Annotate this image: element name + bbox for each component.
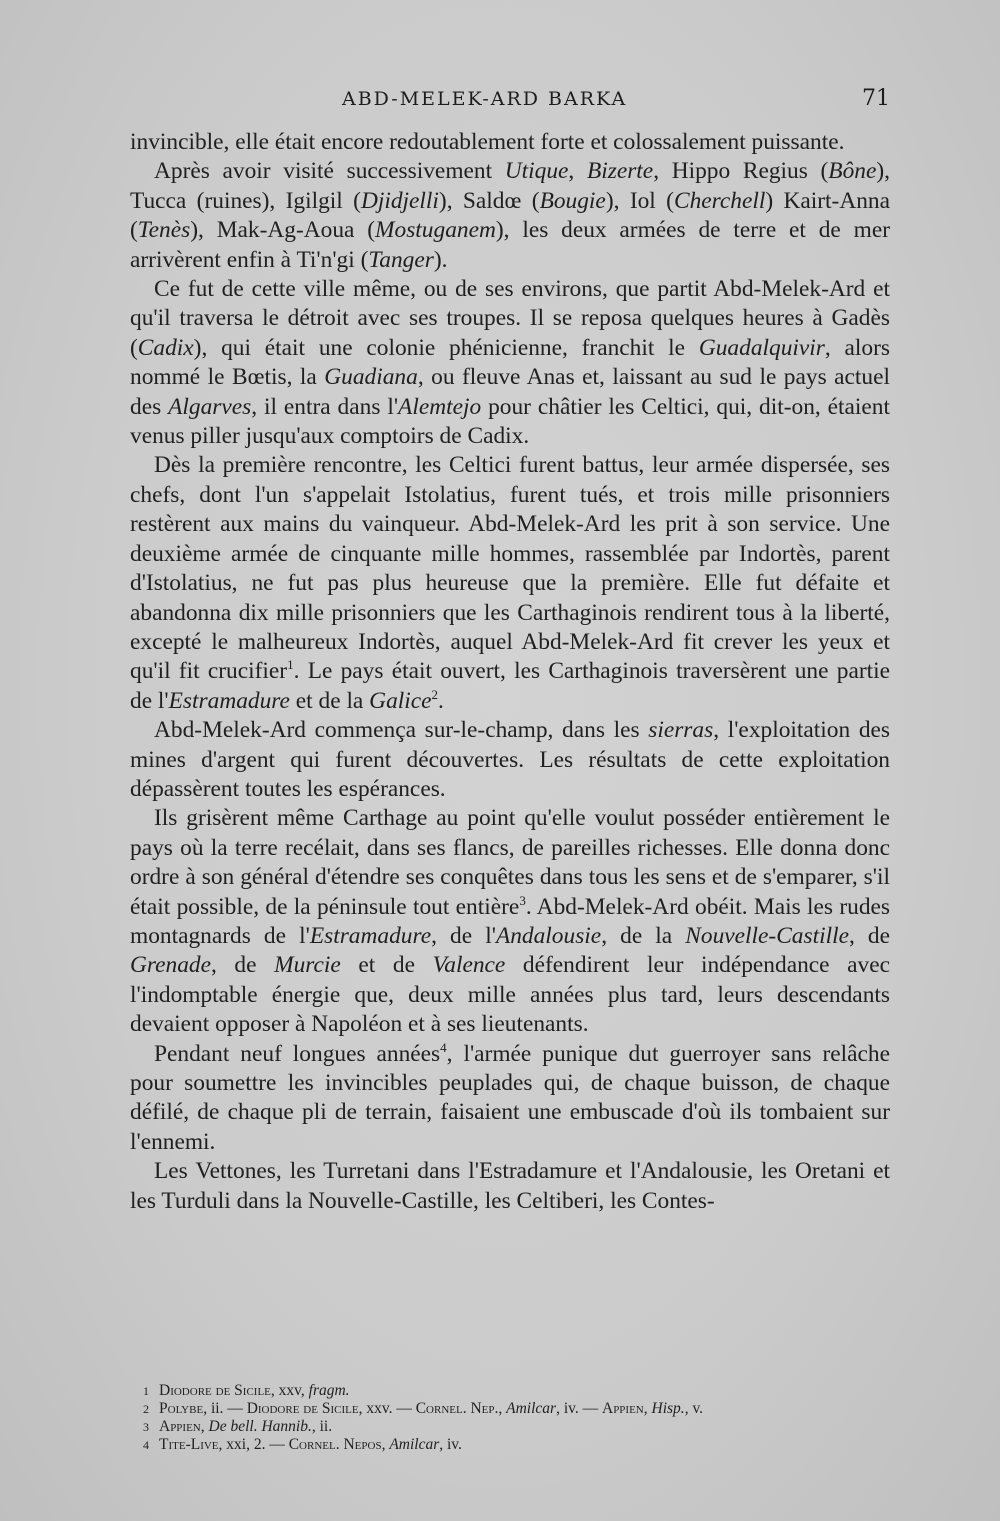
text-run: , ii.	[311, 1418, 333, 1435]
italic-text: sierras	[648, 717, 714, 744]
text-run: Abd-Melek-Ard commença sur-le-champ, dans les	[154, 717, 649, 744]
paragraph-5	[130, 716, 890, 804]
italic-text: Grenade	[130, 952, 211, 979]
text-run: , de la	[601, 922, 686, 949]
author-name: Appien	[602, 1400, 644, 1417]
paragraph-4	[130, 451, 890, 716]
italic-text: Alemtejo	[398, 393, 482, 420]
italic-text: Hisp.	[651, 1400, 685, 1417]
text-run: Ce fut de cette ville même, ou de ses environs, que partit Abd-Melek-Ard et qu'il traversa le détroit avec ses troupes. Il se reposa quelques heures à Gadès (	[130, 276, 890, 361]
italic-text: Bizerte	[586, 158, 654, 185]
page-number: 71	[862, 86, 890, 111]
italic-text: Cadix	[137, 334, 194, 361]
paragraph-7	[130, 1040, 890, 1158]
footnote-reference: 2	[431, 686, 439, 702]
text-run: ), Saldœ (	[438, 187, 540, 214]
text-run: Dès la première rencontre, les Celtici furent battus, leur armée dispersée, ses chefs, dont l'un s'appelait Istolatius, furent tués, et trois mille prisonniers restèrent aux mains du vainqueur. Abd-Melek-Ard les prit à son service. Une deuxième armée de cinquante mille hommes, rassemblée par Indortès, parent d'Istolatius, ne fut pas plus heureuse que la première. Elle fut défaite et abandonna dix mille prisonniers que les Carthaginois rendirent tous à la liberté, excepté le malheureux Indortès, auquel Abd-Melek-Ard fit crever les yeux et qu'il fit crucifier	[130, 452, 890, 685]
text-run: , iv. —	[556, 1400, 602, 1417]
footnote-number: 3	[143, 1420, 149, 1434]
italic-text: Djidjelli	[360, 187, 439, 214]
author-name: Diodore de Sicile	[246, 1400, 359, 1417]
text-run: , de	[848, 922, 891, 949]
text-run: , de	[210, 952, 275, 979]
footnote	[143, 1436, 893, 1454]
text-run: ,	[568, 158, 587, 185]
paragraph-2	[130, 157, 890, 275]
text-run: Ils grisèrent même Carthage au point qu'elle voulut posséder entièrement le pays où la terre recélait, dans ses flancs, de pareilles richesses. Elle donna donc ordre à son général d'étendre ses conquêtes dans tous les sens et de s'emparer, s'il était possible, de la péninsule tout entière	[130, 805, 890, 920]
text-run: ) Kairt-Anna (	[130, 187, 891, 244]
text-run: , ii. —	[203, 1400, 247, 1417]
italic-text: Bône	[828, 158, 877, 185]
text-run: Les Vettones, les Turretani dans l'Estradamure et l'Andalousie, les Oretani et les Turduli dans la Nouvelle-Castille, les Celtiberi, les Contes-	[130, 1158, 890, 1214]
text-run: , alors nommé le Bœtis, la	[130, 334, 890, 391]
footnote-reference: 3	[519, 892, 526, 908]
text-run: , iv.	[439, 1436, 462, 1453]
text-run: ), qui était une colonie phénicienne, franchit le	[193, 334, 699, 361]
page-header	[130, 88, 892, 118]
text-run: ), Tucca (ruines), Igilgil (	[130, 158, 890, 214]
italic-text: Nouvelle-Castille	[685, 922, 849, 949]
footnote-number: 4	[143, 1438, 149, 1452]
text-run: , Hippo Regius (	[653, 158, 829, 185]
italic-text: fragm.	[308, 1382, 350, 1399]
text-run: , l'armée punique dut guerroyer sans relâche pour soumettre les invincibles peuplades qui, de chaque buisson, de chaque défilé, de chaque pli de terrain, faisaient une embuscade d'où ils tombaient sur l'ennemi.	[130, 1040, 890, 1155]
author-name: Appien	[159, 1418, 201, 1435]
text-run: , v.	[684, 1400, 704, 1417]
italic-text: Mostuganem	[375, 217, 496, 244]
italic-text: Tanger	[368, 246, 434, 273]
italic-text: Guadiana	[324, 364, 418, 391]
italic-text: Galice	[369, 687, 432, 714]
text-run: ,	[200, 1418, 209, 1435]
author-name: Diodore de Sicile	[159, 1382, 271, 1399]
text-run: , ou fleuve Anas et, laissant au sud le pays actuel des	[130, 364, 890, 420]
text-run: ,	[498, 1400, 507, 1417]
italic-text: Amilcar	[389, 1436, 440, 1453]
text-run: , il entra dans l'	[251, 393, 399, 420]
italic-text: Tenès	[137, 217, 191, 244]
text-run: , xxi, 2. —	[218, 1436, 289, 1453]
italic-text: Estramadure	[168, 687, 290, 714]
text-run: , xxv,	[270, 1382, 309, 1399]
italic-text: Amilcar	[506, 1400, 557, 1417]
text-run: ), les deux armées de terre et de mer arrivèrent enfin à Ti'n'gi (	[130, 217, 891, 273]
author-name: Cornel. Nepos	[288, 1436, 382, 1453]
italic-text: Algarves	[168, 393, 252, 420]
footnotes	[143, 1382, 893, 1454]
text-run: et de	[340, 952, 433, 979]
text-run: , l'exploitation des mines d'argent qui furent découvertes. Les résultats de cette exploitation dépassèrent toutes les espérances.	[130, 717, 891, 802]
text-run: .	[438, 687, 444, 714]
italic-text: De bell. Hannib.	[208, 1418, 312, 1435]
text-run: invincible, elle était encore redoutablement forte et colossalement puissante.	[130, 129, 845, 155]
footnote	[143, 1418, 893, 1436]
italic-text: Guadalquivir	[698, 334, 825, 361]
italic-text: Bougie	[539, 187, 606, 214]
italic-text: Andalousie	[495, 922, 602, 949]
footnote	[143, 1400, 893, 1418]
text-run: ), Iol (	[605, 187, 674, 214]
footnote-reference: 4	[440, 1039, 447, 1055]
author-name: Tite-Live	[159, 1436, 219, 1453]
footnote	[143, 1382, 893, 1400]
footnote-number: 1	[143, 1384, 149, 1398]
text-run: , de l'	[431, 922, 496, 949]
text-run: Pendant neuf longues années	[154, 1040, 441, 1067]
author-name: Polybe	[159, 1400, 204, 1417]
paragraph-8	[130, 1157, 890, 1216]
text-run: ,	[381, 1436, 390, 1453]
text-run: . Abd-Melek-Ard obéit. Mais les rudes montagnards de l'	[130, 893, 890, 949]
footnote-number: 2	[143, 1402, 149, 1416]
author-name: Cornel. Nep.	[415, 1400, 499, 1417]
text-run: Après avoir visité successivement	[154, 158, 505, 185]
italic-text: Utique	[504, 158, 569, 185]
running-title: ABD-MELEK-ARD BARKA	[342, 88, 628, 110]
italic-text: Estramadure	[309, 922, 432, 949]
text-run: ), Mak-Ag-Aoua (	[190, 217, 376, 244]
text-run: . Le pays était ouvert, les Carthaginois traversèrent une partie de l'	[130, 658, 890, 714]
text-run: , xxv. —	[358, 1400, 416, 1417]
paragraph-1	[130, 128, 890, 157]
text-run: défendirent leur indépendance avec l'indomptable énergie que, deux mille années plus tard, leurs descendants devaient opposer à Napoléon et à ses lieutenants.	[130, 952, 890, 1038]
italic-text: Cherchell	[673, 187, 766, 214]
italic-text: Valence	[432, 952, 506, 979]
text-run: et de la	[289, 687, 370, 714]
italic-text: Murcie	[274, 952, 341, 979]
body-text	[130, 128, 890, 1216]
paragraph-6	[130, 804, 890, 1039]
text-run: ,	[643, 1400, 652, 1417]
text-run: pour châtier les Celtici, qui, dit-on, étaient venus piller jusqu'aux comptoirs de Cadix.	[130, 393, 891, 450]
footnote-reference: 1	[287, 657, 294, 673]
paragraph-3	[130, 275, 890, 451]
text-run: ).	[433, 246, 448, 273]
